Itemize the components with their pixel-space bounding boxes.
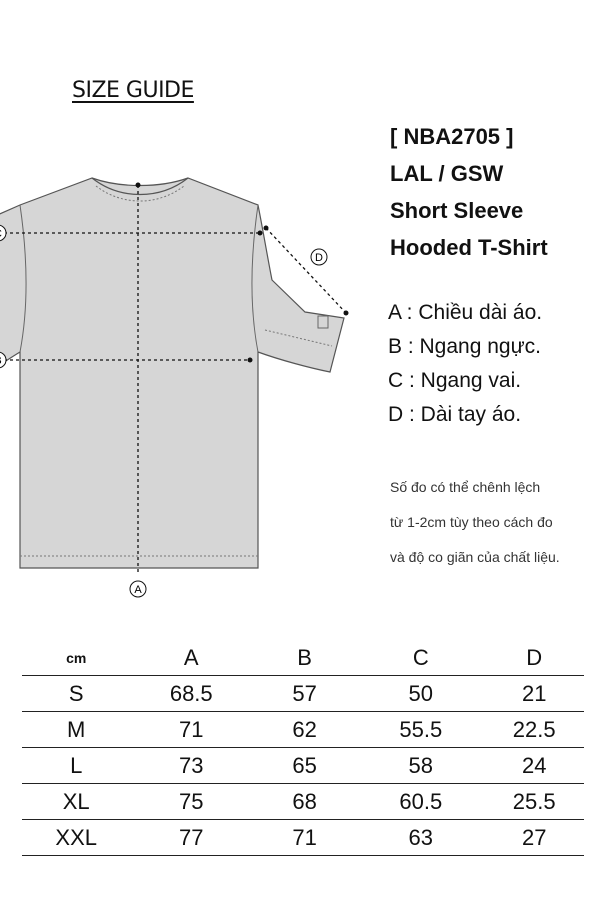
header-c: C <box>357 640 484 676</box>
table-row <box>22 676 584 712</box>
shirt-body <box>0 178 344 568</box>
table-row <box>22 820 584 856</box>
size-table <box>22 640 584 856</box>
table-header-row <box>22 640 584 676</box>
header-unit: cm <box>22 640 130 676</box>
tshirt-diagram <box>0 150 370 610</box>
cell-b: 71 <box>252 820 357 856</box>
cell-a: 73 <box>130 748 252 784</box>
cell-d: 22.5 <box>484 712 584 748</box>
note-line: và độ co giãn của chất liệu. <box>390 549 560 565</box>
note-line: Số đo có thể chênh lệch <box>390 479 541 495</box>
cell-d: 21 <box>484 676 584 712</box>
product-team: LAL / GSW <box>390 161 504 186</box>
product-style: Hooded T-Shirt <box>390 235 548 260</box>
svg-text:D: D <box>315 252 323 264</box>
table-row <box>22 784 584 820</box>
table-row <box>22 748 584 784</box>
product-name <box>390 118 548 266</box>
cell-c: 58 <box>357 748 484 784</box>
product-type: Short Sleeve <box>390 198 524 223</box>
size-label: S <box>22 676 130 712</box>
cell-b: 65 <box>252 748 357 784</box>
cell-b: 57 <box>252 676 357 712</box>
cell-c: 63 <box>357 820 484 856</box>
legend-item-a: A : Chiều dài áo. <box>388 301 543 324</box>
note-line: từ 1-2cm tùy theo cách đo <box>390 514 553 530</box>
measurement-legend <box>388 296 542 432</box>
legend-item-b: B : Ngang ngực. <box>388 335 541 358</box>
page-title: SIZE GUIDE <box>72 78 194 103</box>
legend-item-c: C : Ngang vai. <box>388 369 522 392</box>
product-code: [ NBA2705 ] <box>390 124 514 149</box>
table-row <box>22 712 584 748</box>
svg-text:A: A <box>134 584 142 596</box>
cell-c: 55.5 <box>357 712 484 748</box>
cell-b: 62 <box>252 712 357 748</box>
svg-text:C <box>0 228 2 240</box>
size-label: L <box>22 748 130 784</box>
cell-b: 68 <box>252 784 357 820</box>
cell-a: 77 <box>130 820 252 856</box>
header-b: B <box>252 640 357 676</box>
size-label: XXL <box>22 820 130 856</box>
header-a: A <box>130 640 252 676</box>
legend-item-d: D : Dài tay áo. <box>388 403 522 426</box>
cell-d: 24 <box>484 748 584 784</box>
header-d: D <box>484 640 584 676</box>
cell-c: 60.5 <box>357 784 484 820</box>
marker-d <box>311 249 327 265</box>
cell-a: 68.5 <box>130 676 252 712</box>
cell-d: 25.5 <box>484 784 584 820</box>
cell-d: 27 <box>484 820 584 856</box>
measurement-note <box>390 470 560 575</box>
svg-text:B <box>0 355 2 367</box>
cell-a: 71 <box>130 712 252 748</box>
cell-c: 50 <box>357 676 484 712</box>
marker-a <box>130 581 146 597</box>
size-label: M <box>22 712 130 748</box>
size-label: XL <box>22 784 130 820</box>
cell-a: 75 <box>130 784 252 820</box>
